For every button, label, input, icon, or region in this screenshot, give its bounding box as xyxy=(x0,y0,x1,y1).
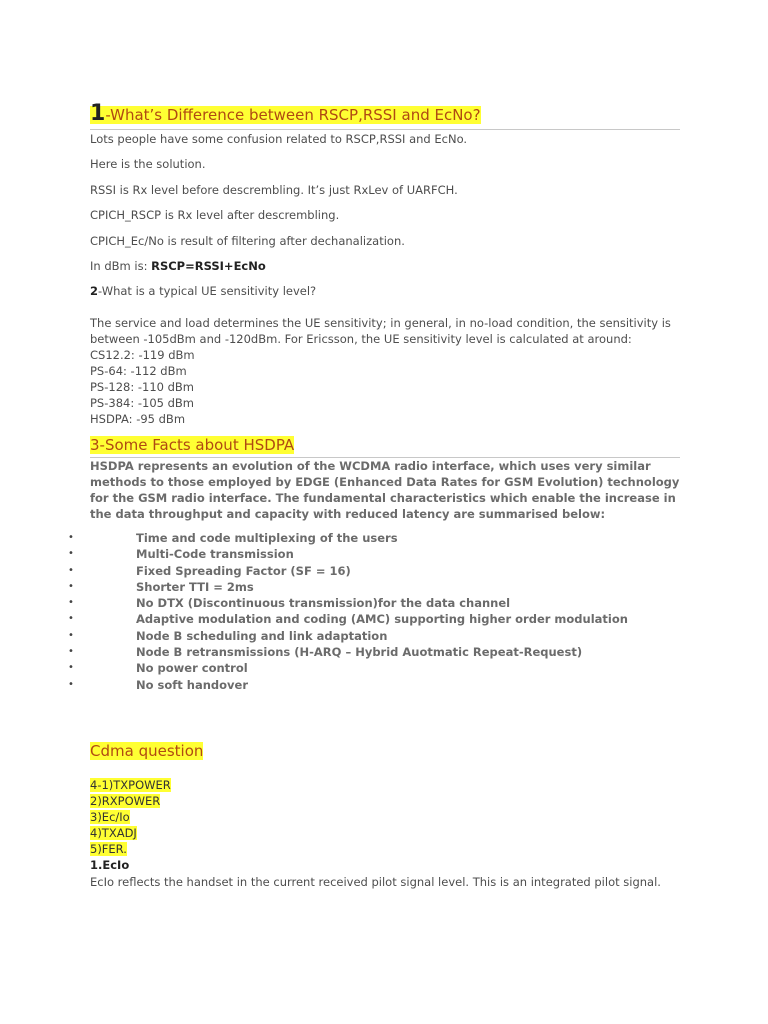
list-item xyxy=(68,628,748,644)
hsdpa-facts-list xyxy=(68,530,748,693)
bullet-icon: • xyxy=(68,646,74,658)
cdma-item-text: 2)RXPOWER xyxy=(90,794,161,808)
section-1-title: -What’s Difference between RSCP,RSSI and EcNo? xyxy=(105,106,481,124)
section-2-question-text: -What is a typical UE sensitivity level? xyxy=(98,284,317,298)
ecio-subheading xyxy=(90,857,129,873)
list-item xyxy=(68,530,748,546)
cdma-item-text: 4)TXADJ xyxy=(90,826,137,840)
list-item-text: Time and code multiplexing of the users xyxy=(136,531,398,545)
list-item xyxy=(68,546,748,562)
cdma-item xyxy=(90,825,137,841)
ecno-line: CPICH_Ec/No is result of filtering after dechanalization. xyxy=(90,234,405,248)
list-item-text: Node B scheduling and link adaptation xyxy=(136,628,388,643)
section-1-heading xyxy=(90,99,680,130)
cdma-item xyxy=(90,777,171,793)
section-3-heading xyxy=(90,433,680,458)
section-2-question xyxy=(90,283,316,299)
cdma-item-text: 5)FER. xyxy=(90,842,127,856)
cdma-item-text: 4-1)TXPOWER xyxy=(90,778,171,792)
bullet-icon: • xyxy=(68,548,74,560)
bullet-icon: • xyxy=(68,629,74,641)
solution-line: Here is the solution. xyxy=(90,157,206,171)
list-item-text: Shorter TTI = 2ms xyxy=(136,579,254,594)
list-item xyxy=(68,611,748,627)
list-item-text: Multi-Code transmission xyxy=(136,547,294,562)
formula: RSCP=RSSI+EcNo xyxy=(151,259,266,273)
bullet-icon: • xyxy=(68,662,74,674)
hsdpa-para-line: for the GSM radio interface. The fundamental characteristics which enable the increase in xyxy=(90,491,676,505)
list-item xyxy=(68,579,748,595)
intro-line: Lots people have some confusion related to RSCP,RSSI and EcNo. xyxy=(90,132,468,146)
cdma-item-text: 3)Ec/Io xyxy=(90,810,130,824)
rssi-line: RSSI is Rx level before descrembling. It’s just RxLev of UARFCH. xyxy=(90,183,458,197)
list-item xyxy=(68,563,748,579)
sensitivity-value: PS-128: -110 dBm xyxy=(90,380,195,394)
bullet-icon: • xyxy=(68,613,74,625)
formula-prefix: In dBm is: xyxy=(90,259,152,273)
sensitivity-para-line-2: between -105dBm and -120dBm. For Ericsson, the UE sensitivity level is calculated at around: xyxy=(90,332,632,346)
list-item-text: No DTX (Discontinuous transmission)for the data channel xyxy=(136,596,511,611)
bullet-icon: • xyxy=(68,597,74,609)
list-item-text: Adaptive modulation and coding (AMC) supporting higher order modulation xyxy=(136,612,628,627)
hsdpa-para-line: the data throughput and capacity with reduced latency are summarised below: xyxy=(90,507,606,521)
list-item xyxy=(68,677,748,693)
list-item-text: Fixed Spreading Factor (SF = 16) xyxy=(136,563,351,578)
formula-line xyxy=(90,258,266,274)
sensitivity-value: CS12.2: -119 dBm xyxy=(90,348,195,362)
cdma-item xyxy=(90,809,130,825)
section-1-number: 1 xyxy=(90,101,106,126)
list-item xyxy=(68,660,748,676)
ecio-description: EcIo reflects the handset in the current received pilot signal level. This is an integrated pilot signal. xyxy=(90,875,661,889)
bullet-icon: • xyxy=(68,564,74,576)
cdma-item xyxy=(90,841,127,857)
cdma-item xyxy=(90,793,160,809)
sensitivity-value: PS-384: -105 dBm xyxy=(90,396,195,410)
sensitivity-para-line-1: The service and load determines the UE sensitivity; in general, in no-load condition, the sensitivity is xyxy=(90,316,671,330)
sensitivity-value: HSDPA: -95 dBm xyxy=(90,412,186,426)
bullet-icon: • xyxy=(68,678,74,690)
cdma-question-title-text: Cdma question xyxy=(90,742,204,760)
rscp-line: CPICH_RSCP is Rx level after descrembling. xyxy=(90,208,340,222)
hsdpa-para-line: methods to those employed by EDGE (Enhanced Data Rates for GSM Evolution) technology xyxy=(90,475,680,489)
cdma-question-title xyxy=(90,740,203,762)
list-item xyxy=(68,595,748,611)
section-1-heading-highlight xyxy=(90,101,481,126)
bullet-icon: • xyxy=(68,532,74,543)
list-item-text: No soft handover xyxy=(136,677,249,692)
ecio-subheading-text: 1.EcIo xyxy=(90,858,130,872)
section-3-title: 3-Some Facts about HSDPA xyxy=(90,436,295,454)
list-item xyxy=(68,644,748,660)
list-item-text: No power control xyxy=(136,661,248,676)
sensitivity-value: PS-64: -112 dBm xyxy=(90,364,187,378)
bullet-icon: • xyxy=(68,580,74,592)
section-2-number: 2 xyxy=(90,284,99,298)
hsdpa-para-line: HSDPA represents an evolution of the WCDMA radio interface, which uses very similar xyxy=(90,459,651,473)
list-item-text: Node B retransmissions (H-ARQ – Hybrid Auotmatic Repeat-Request) xyxy=(136,645,583,660)
